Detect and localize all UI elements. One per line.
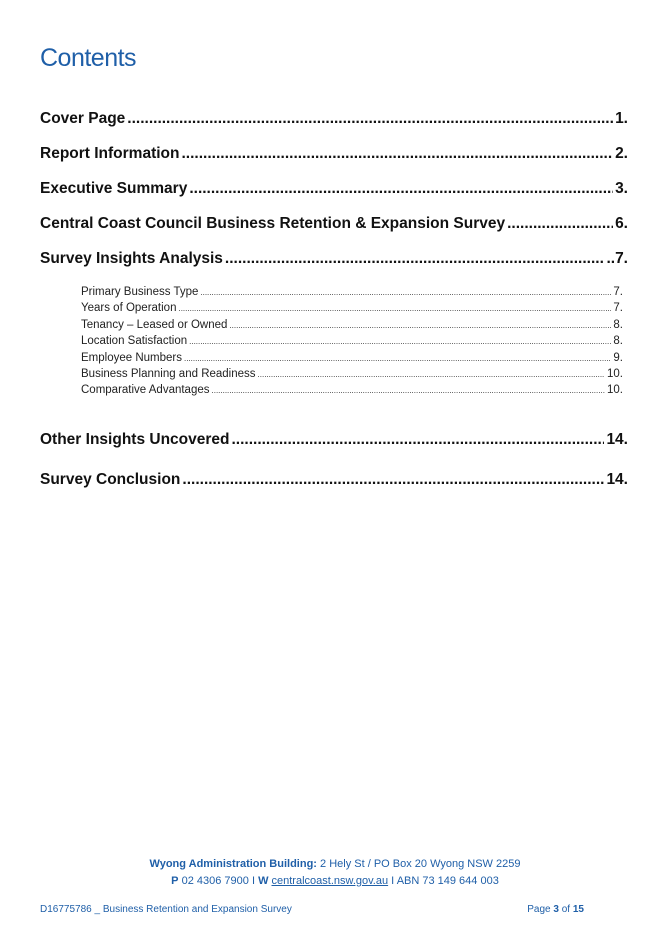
toc-leader-dots bbox=[184, 354, 611, 363]
toc-leader-dots bbox=[189, 180, 613, 198]
page-total: 15 bbox=[572, 904, 584, 915]
toc-subentry-page: 10. bbox=[607, 384, 623, 397]
toc-subentry-label: Location Satisfaction bbox=[81, 335, 188, 348]
footer-building-label: Wyong Administration Building: bbox=[149, 858, 317, 870]
toc-subentry-tenancy[interactable] bbox=[81, 319, 623, 335]
footer-web-label: W bbox=[258, 875, 269, 887]
toc-leader-dots bbox=[182, 471, 604, 489]
toc-subentry-label: Comparative Advantages bbox=[81, 384, 210, 397]
toc-leader-dots bbox=[225, 250, 605, 268]
toc-entry-page: 1. bbox=[615, 110, 628, 127]
toc-subentry-years-of-operation[interactable] bbox=[81, 302, 623, 318]
toc-entry-other-insights[interactable] bbox=[40, 431, 628, 451]
toc-major-bottom bbox=[40, 431, 628, 491]
toc-leader-dots bbox=[189, 337, 611, 346]
toc-subentry-page: 8. bbox=[613, 335, 623, 348]
toc-entry-survey-insights-analysis[interactable] bbox=[40, 250, 628, 270]
toc-entry-page: 3. bbox=[615, 180, 628, 197]
toc-subentry-page: 10. bbox=[607, 367, 623, 380]
footer-phone[interactable]: 02 4306 7900 bbox=[181, 875, 249, 887]
toc-subentry-label: Tenancy – Leased or Owned bbox=[81, 318, 228, 331]
toc-leader-dots bbox=[127, 110, 613, 128]
toc-subentry-page: 7. bbox=[613, 302, 623, 315]
footer-separator: I bbox=[251, 875, 255, 887]
footer-phone-label: P bbox=[171, 875, 179, 887]
toc-leader-dots bbox=[200, 288, 611, 297]
toc-subentry-label: Years of Operation bbox=[81, 302, 177, 315]
toc-subentry-label: Primary Business Type bbox=[81, 286, 199, 298]
toc-entry-label: Survey Conclusion bbox=[40, 471, 181, 488]
toc-entry-page: ..7. bbox=[606, 250, 628, 267]
page-current: 3 bbox=[553, 904, 559, 915]
page-prefix: Page bbox=[527, 904, 551, 915]
toc-subentry-label: Employee Numbers bbox=[81, 351, 182, 364]
toc-minor-list bbox=[81, 286, 623, 401]
footer-website-link[interactable]: centralcoast.nsw.gov.au bbox=[271, 875, 389, 887]
toc-entry-label: Report Information bbox=[40, 145, 180, 162]
toc-leader-dots bbox=[507, 215, 613, 233]
toc-entry-label: Executive Summary bbox=[40, 180, 188, 197]
toc-major-top bbox=[40, 110, 628, 270]
toc-subentry-comparative-advantages[interactable] bbox=[81, 384, 623, 400]
page-of: of bbox=[561, 904, 571, 915]
toc-subentry-page: 8. bbox=[613, 318, 623, 331]
toc-entry-page: 14. bbox=[606, 471, 628, 488]
footer-document-reference: D16775786 _ Business Retention and Expansion Survey bbox=[40, 904, 292, 915]
toc-subentry-page: 9. bbox=[613, 351, 623, 364]
toc-leader-dots bbox=[229, 321, 611, 330]
footer-page-number bbox=[527, 904, 584, 915]
toc-entry-page: 6. bbox=[615, 215, 628, 232]
toc-entry-label: Cover Page bbox=[40, 110, 126, 127]
footer-separator: I bbox=[391, 875, 395, 887]
toc-leader-dots bbox=[182, 145, 614, 163]
toc-entry-bre-survey[interactable] bbox=[40, 215, 628, 235]
toc-leader-dots bbox=[231, 431, 604, 449]
toc-entry-survey-conclusion[interactable] bbox=[40, 471, 628, 491]
toc-entry-label: Survey Insights Analysis bbox=[40, 250, 223, 267]
toc-subentry-label: Business Planning and Readiness bbox=[81, 367, 256, 380]
toc-entry-label: Central Coast Council Business Retention & Expansion Survey bbox=[40, 215, 506, 232]
page-title: Contents bbox=[40, 44, 137, 72]
toc-subentry-business-planning[interactable] bbox=[81, 368, 623, 384]
toc-entry-label: Other Insights Uncovered bbox=[40, 431, 230, 448]
toc-subentry-employee-numbers[interactable] bbox=[81, 352, 623, 368]
toc-leader-dots bbox=[212, 386, 606, 395]
toc-entry-report-information[interactable] bbox=[40, 145, 628, 165]
toc-entry-cover-page[interactable] bbox=[40, 110, 628, 130]
toc-subentry-page: 7. bbox=[613, 286, 623, 298]
footer-address bbox=[0, 858, 670, 870]
toc-subentry-location-satisfaction[interactable] bbox=[81, 335, 623, 351]
toc-subentry-primary-business-type[interactable] bbox=[81, 286, 623, 302]
toc-entry-executive-summary[interactable] bbox=[40, 180, 628, 200]
footer-address-text: 2 Hely St / PO Box 20 Wyong NSW 2259 bbox=[320, 858, 521, 870]
toc-entry-page: 2. bbox=[615, 145, 628, 162]
footer-contact bbox=[0, 875, 670, 887]
toc-leader-dots bbox=[258, 370, 605, 379]
toc-leader-dots bbox=[178, 304, 611, 313]
toc-entry-page: 14. bbox=[606, 431, 628, 448]
footer-abn: ABN 73 149 644 003 bbox=[396, 875, 499, 887]
